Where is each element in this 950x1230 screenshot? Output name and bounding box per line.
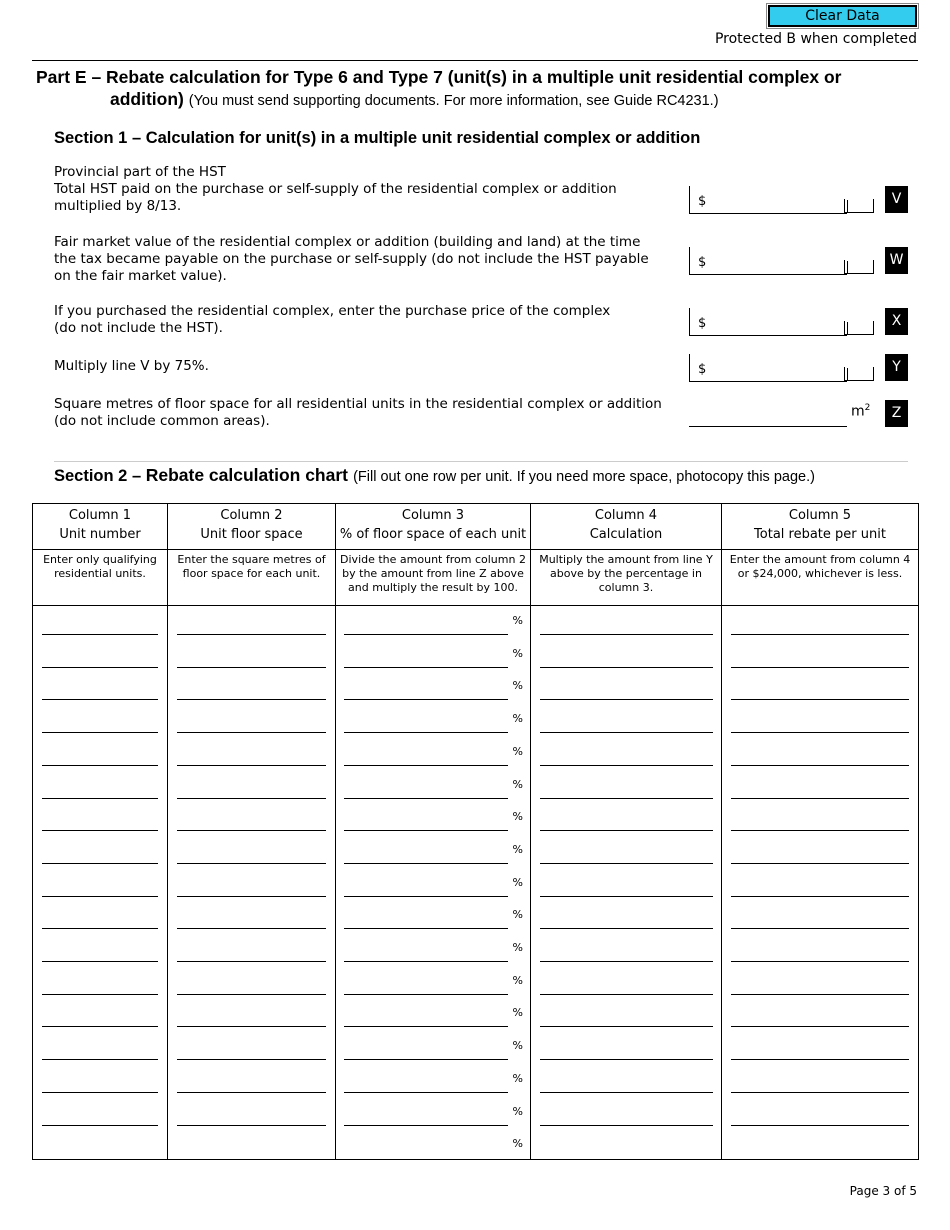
line-z-area-field[interactable] [689,426,847,427]
unit-number-field[interactable] [42,1092,158,1093]
percent-symbol: % [512,1137,523,1151]
unit-floor-space-field[interactable] [177,1026,326,1027]
total-rebate-field[interactable] [731,634,909,635]
calculation-field[interactable] [540,798,713,799]
section2-title: Section 2 – Rebate calculation chart (Fill out one row per unit. If you need more space, photocopy this page.) [54,465,815,485]
percent-symbol: % [512,810,523,824]
floor-space-percent-field[interactable] [344,798,508,799]
percent-symbol: % [512,744,523,758]
total-rebate-field[interactable] [731,1092,909,1093]
percent-symbol: % [512,842,523,856]
total-rebate-field[interactable] [731,699,909,700]
percent-symbol: % [512,875,523,889]
calculation-field[interactable] [540,1059,713,1060]
unit-floor-space-field[interactable] [177,1092,326,1093]
unit-floor-space-field[interactable] [177,798,326,799]
floor-space-percent-field[interactable] [344,896,508,897]
total-rebate-field[interactable] [731,961,909,962]
rebate-calculation-chart [32,503,919,1160]
unit-number-field[interactable] [42,732,158,733]
line-z-unit: $m^2$ [851,403,871,420]
calculation-field[interactable] [540,634,713,635]
unit-number-field[interactable] [42,667,158,668]
calculation-field[interactable] [540,928,713,929]
column-2-header: Column 2 Unit floor space [168,504,336,550]
floor-space-percent-field[interactable] [344,928,508,929]
column-2-instructions: Enter the square metres of floor space for each unit. [168,550,336,606]
line-v-amount-field[interactable]: $ [689,186,847,214]
column-3-header: Column 3 % of floor space of each unit [336,504,531,550]
floor-space-percent-field[interactable] [344,765,508,766]
unit-floor-space-field[interactable] [177,699,326,700]
total-rebate-field[interactable] [731,1059,909,1060]
column-4-entries [531,606,722,1160]
percent-symbol: % [512,777,523,791]
calculation-field[interactable] [540,1125,713,1126]
calculation-field[interactable] [540,1026,713,1027]
unit-floor-space-field[interactable] [177,830,326,831]
floor-space-percent-field[interactable] [344,863,508,864]
part-e-note: (You must send supporting documents. For more information, see Guide RC4231.) [188,93,719,109]
unit-floor-space-field[interactable] [177,732,326,733]
calculation-field[interactable] [540,830,713,831]
line-v-letter: V [885,186,908,213]
total-rebate-field[interactable] [731,994,909,995]
column-4-header: Column 4 Calculation [531,504,722,550]
floor-space-percent-field[interactable] [344,830,508,831]
total-rebate-field[interactable] [731,798,909,799]
floor-space-percent-field[interactable] [344,699,508,700]
percent-symbol: % [512,1006,523,1020]
part-e-title-line1: Part E – Rebate calculation for Type 6 and Type 7 (unit(s) in a multiple unit residential complex or [36,67,842,87]
total-rebate-field[interactable] [731,896,909,897]
unit-number-field[interactable] [42,1059,158,1060]
unit-floor-space-field[interactable] [177,896,326,897]
unit-floor-space-field[interactable] [177,667,326,668]
unit-number-field[interactable] [42,798,158,799]
total-rebate-field[interactable] [731,863,909,864]
total-rebate-field[interactable] [731,830,909,831]
line-w-amount-field[interactable]: $ [689,247,847,275]
unit-floor-space-field[interactable] [177,1059,326,1060]
unit-floor-space-field[interactable] [177,1125,326,1126]
unit-floor-space-field[interactable] [177,765,326,766]
line-z-text: Square metres of floor space for all residential units in the residential complex or addition (do not include common areas). [54,396,662,429]
line-z-letter: Z [885,400,908,427]
column-5-instructions: Enter the amount from column 4 or $24,000, whichever is less. [722,550,919,606]
percent-symbol: % [512,614,523,627]
floor-space-percent-field[interactable] [344,961,508,962]
unit-number-field[interactable] [42,830,158,831]
section-divider [54,461,908,462]
floor-space-percent-field[interactable] [344,1026,508,1027]
percent-symbol: % [512,941,523,954]
percent-symbol: % [512,973,523,987]
line-y-amount-field[interactable]: $ [689,354,847,382]
line-y-text: Multiply line V by 75%. [54,358,209,374]
header-divider [32,60,918,61]
column-3-entries [336,606,531,1160]
floor-space-percent-field[interactable] [344,1059,508,1060]
page-number: Page 3 of 5 [849,1184,917,1198]
unit-number-field[interactable] [42,863,158,864]
unit-number-field[interactable] [42,896,158,897]
calculation-field[interactable] [540,1092,713,1093]
column-5-entries [722,606,919,1160]
floor-space-percent-field[interactable] [344,634,508,635]
floor-space-percent-field[interactable] [344,1092,508,1093]
unit-number-field[interactable] [42,1026,158,1027]
unit-number-field[interactable] [42,765,158,766]
percent-symbol: % [512,908,523,922]
calculation-field[interactable] [540,961,713,962]
unit-floor-space-field[interactable] [177,863,326,864]
line-v-text: Provincial part of the HST Total HST paid on the purchase or self-supply of the residential complex or addition multiplied by 8/13. [54,164,617,214]
unit-number-field[interactable] [42,994,158,995]
floor-space-percent-field[interactable] [344,994,508,995]
unit-number-field[interactable] [42,1125,158,1126]
percent-symbol: % [512,679,523,693]
unit-number-field[interactable] [42,961,158,962]
column-1-instructions: Enter only qualifying residential units. [33,550,168,606]
clear-data-button[interactable]: Clear Data [768,5,917,27]
column-4-instructions: Multiply the amount from line Y above by the percentage in column 3. [531,550,722,606]
column-3-instructions: Divide the amount from column 2 by the amount from line Z above and multiply the result by 100. [336,550,531,606]
column-1-header: Column 1 Unit number [33,504,168,550]
total-rebate-field[interactable] [731,928,909,929]
line-w-letter: W [885,247,908,274]
percent-symbol: % [512,646,523,660]
line-w-text: Fair market value of the residential complex or addition (building and land) at the time the tax became payable on the purchase or self-supply (do not include the HST payable on the fair market value). [54,234,649,284]
calculation-field[interactable] [540,896,713,897]
unit-number-field[interactable] [42,634,158,635]
unit-floor-space-field[interactable] [177,634,326,635]
unit-floor-space-field[interactable] [177,961,326,962]
unit-number-field[interactable] [42,928,158,929]
percent-symbol: % [512,1071,523,1085]
unit-floor-space-field[interactable] [177,994,326,995]
calculation-field[interactable] [540,863,713,864]
floor-space-percent-field[interactable] [344,732,508,733]
part-e-title-line2: addition) [110,89,184,109]
total-rebate-field[interactable] [731,1026,909,1027]
column-1-entries [33,606,168,1160]
line-y-letter: Y [885,354,908,381]
percent-symbol: % [512,1104,523,1118]
percent-symbol: % [512,712,523,726]
total-rebate-field[interactable] [731,667,909,668]
line-x-text: If you purchased the residential complex, enter the purchase price of the complex (do not include the HST). [54,303,611,336]
total-rebate-field[interactable] [731,732,909,733]
calculation-field[interactable] [540,699,713,700]
column-5-header: Column 5 Total rebate per unit [722,504,919,550]
calculation-field[interactable] [540,765,713,766]
floor-space-percent-field[interactable] [344,667,508,668]
total-rebate-field[interactable] [731,765,909,766]
protected-notice: Protected B when completed [714,31,917,47]
unit-floor-space-field[interactable] [177,928,326,929]
line-x-amount-field[interactable]: $ [689,308,847,336]
column-2-entries [168,606,336,1160]
total-rebate-field[interactable] [731,1125,909,1126]
floor-space-percent-field[interactable] [344,1125,508,1126]
part-e-title [36,66,916,112]
section1-title: Section 1 – Calculation for unit(s) in a multiple unit residential complex or addition [54,129,701,147]
percent-symbol: % [512,1039,523,1053]
line-x-letter: X [885,308,908,335]
calculation-field[interactable] [540,667,713,668]
calculation-field[interactable] [540,732,713,733]
calculation-field[interactable] [540,994,713,995]
unit-number-field[interactable] [42,699,158,700]
